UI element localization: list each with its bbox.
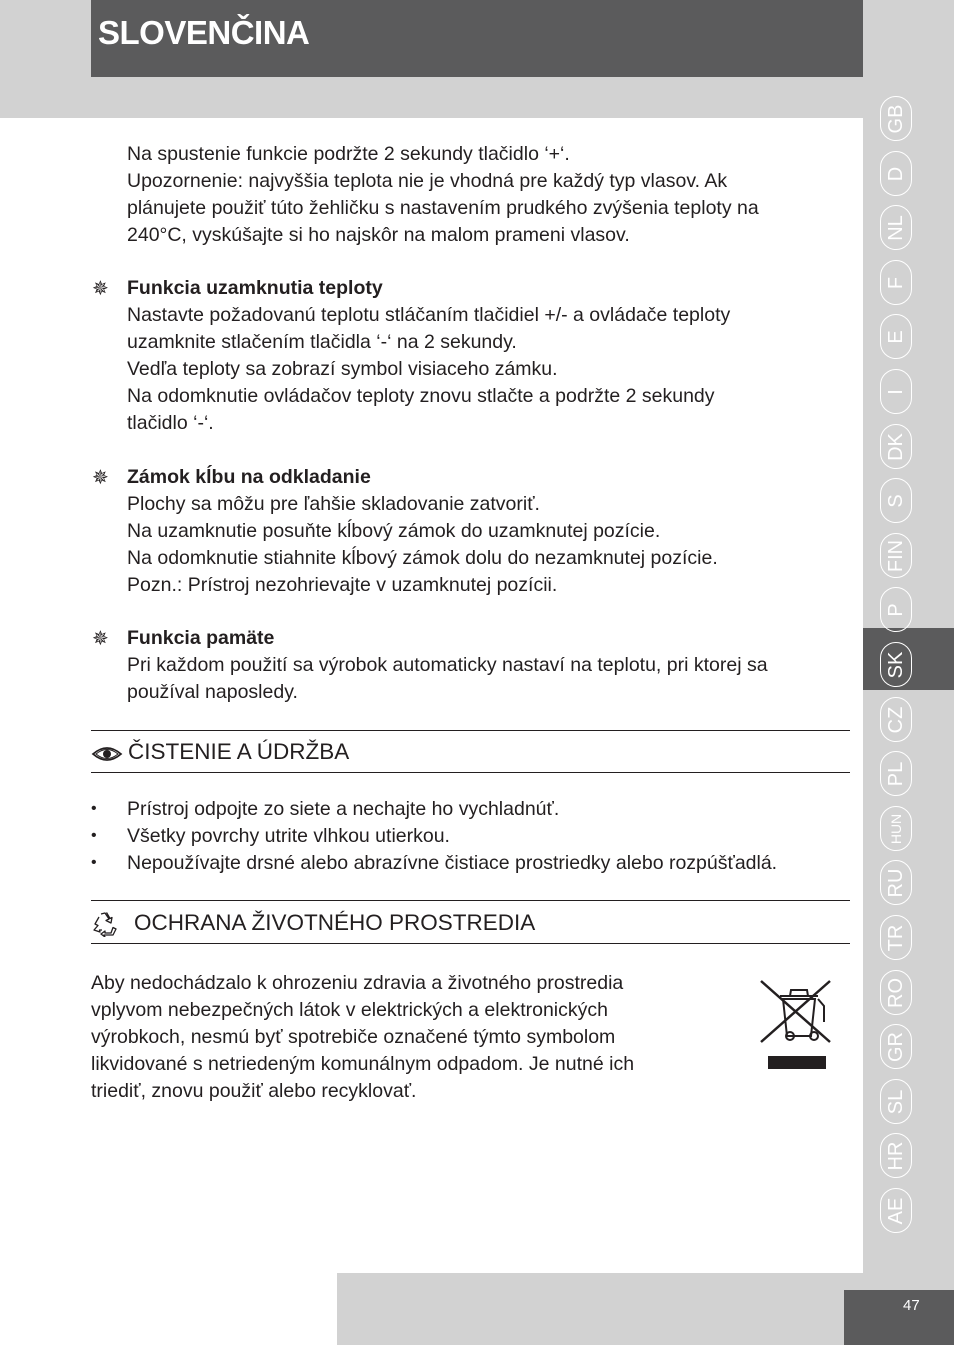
intro-line: Na spustenie funkcie podržte 2 sekundy tlačidlo ‘+‘. (127, 143, 570, 165)
language-tab-fin[interactable] (880, 533, 912, 578)
environment-line: Aby nedochádzalo k ohrozeniu zdravia a životného prostredia (91, 972, 624, 994)
feature-temperature-lock (127, 275, 730, 437)
language-tab-label: I (885, 388, 907, 395)
page-footer-area (0, 1272, 337, 1345)
language-tab-label: P (885, 602, 907, 617)
cleaning-heading: ČISTENIE A ÚDRŽBA (128, 739, 350, 764)
environment-line: výrobkoch, nesmú byť spotrebiče označené týmto symbolom (91, 1026, 616, 1048)
language-tab-label: AE (885, 1197, 907, 1224)
environment-line: vplyvom nebezpečných látok v elektrických a elektronických (91, 999, 608, 1021)
language-tab-ae[interactable] (880, 1188, 912, 1233)
language-tab-gb[interactable] (880, 96, 912, 141)
language-tab-label: GB (885, 104, 907, 133)
feature-line: Pozn.: Prístroj nezohrievajte v uzamknutej pozícii. (127, 574, 558, 596)
feature-title: Zámok kĺbu na odkladanie (127, 466, 371, 488)
intro-line: plánujete použiť túto žehličku s nastavením prudkého zvýšenia teploty na (127, 197, 759, 219)
language-tab-label: NL (885, 214, 907, 241)
feature-memory (127, 625, 768, 706)
language-tab-s[interactable] (880, 478, 912, 523)
language-tab-label: HUN (888, 813, 904, 844)
section-rule (91, 943, 850, 944)
bullet: • (91, 827, 97, 844)
recycle-icon (91, 911, 119, 937)
cleaning-list (127, 796, 777, 877)
language-tab-i[interactable] (880, 369, 912, 414)
language-tab-label: DK (885, 432, 907, 461)
feature-line: Plochy sa môžu pre ľahšie skladovanie zatvoriť. (127, 493, 540, 515)
language-tab-label: SK (885, 651, 907, 678)
bullet: • (91, 854, 97, 871)
language-tab-e[interactable] (880, 314, 912, 359)
language-tab-gr[interactable] (880, 1024, 912, 1069)
language-tab-label: E (885, 329, 907, 344)
language-tab-label: F (885, 276, 907, 289)
feature-line: Pri každom použití sa výrobok automaticky nastaví na teplotu, pri ktorej sa (127, 654, 768, 676)
crossed-bin-icon (758, 978, 834, 1072)
page-number: 47 (903, 1297, 920, 1314)
environment-line: triediť, znovu použiť alebo recyklovať. (91, 1080, 417, 1102)
language-tab-label: RO (885, 977, 907, 1008)
language-tab-nl[interactable] (880, 205, 912, 250)
feature-star-icon: ✵ (92, 278, 109, 300)
feature-line: Vedľa teploty sa zobrazí symbol visiaceho zámku. (127, 358, 558, 380)
list-item: Prístroj odpojte zo siete a nechajte ho vychladnúť. (127, 798, 560, 820)
language-tab-ro[interactable] (880, 970, 912, 1015)
intro-paragraph (127, 141, 759, 249)
language-tab-label: SL (885, 1089, 907, 1114)
language-tab-tr[interactable] (880, 915, 912, 960)
feature-star-icon: ✵ (92, 628, 109, 650)
list-item: Nepoužívajte drsné alebo abrazívne čistiace prostriedky alebo rozpúšťadlá. (127, 852, 778, 874)
environment-line: likvidované s netriedeným komunálnym odpadom. Je nutné ich (91, 1053, 635, 1075)
section-rule (91, 900, 850, 901)
language-tab-sl[interactable] (880, 1079, 912, 1124)
feature-line: tlačidlo ‘-‘. (127, 412, 214, 434)
section-rule (91, 772, 850, 773)
language-tab-label: D (885, 166, 907, 181)
language-tab-hun[interactable] (880, 806, 912, 851)
bullet: • (91, 800, 97, 817)
language-tab-label: PL (885, 761, 907, 786)
eye-icon (91, 743, 123, 765)
intro-line: 240°C, vyskúšajte si ho najskôr na malom prameni vlasov. (127, 224, 630, 246)
language-tab-dk[interactable] (880, 424, 912, 469)
list-item: Všetky povrchy utrite vlhkou utierkou. (127, 825, 450, 847)
language-tab-label: CZ (885, 706, 907, 733)
feature-line: Na odomknutie stiahnite kĺbový zámok dolu do nezamknutej pozície. (127, 547, 718, 569)
language-tab-label: FIN (885, 539, 907, 572)
feature-line: Nastavte požadovanú teplotu stláčaním tlačidiel +/- a ovládače teploty (127, 304, 731, 326)
language-tab-label: GR (885, 1031, 907, 1062)
language-tab-label: HR (885, 1141, 907, 1170)
language-tab-hr[interactable] (880, 1133, 912, 1178)
language-tab-sk[interactable] (880, 642, 912, 687)
feature-title: Funkcia uzamknutia teploty (127, 277, 383, 299)
language-tab-d[interactable] (880, 151, 912, 196)
feature-hinge-lock (127, 464, 718, 599)
language-tab-label: TR (885, 924, 907, 951)
feature-title: Funkcia pamäte (127, 627, 275, 649)
feature-line: Na odomknutie ovládačov teploty znovu stlačte a podržte 2 sekundy (127, 385, 715, 407)
intro-line: Upozornenie: najvyššia teplota nie je vhodná pre každý typ vlasov. Ak (127, 170, 728, 192)
language-tab-label: RU (885, 868, 907, 897)
page-number-box (844, 1290, 954, 1345)
feature-line: používal naposledy. (127, 681, 298, 703)
feature-line: uzamknite stlačením tlačidla ‘-‘ na 2 sekundy. (127, 331, 517, 353)
language-tab-cz[interactable] (880, 697, 912, 742)
environment-paragraph (91, 970, 634, 1105)
language-tab-label: S (885, 493, 907, 508)
page-title: SLOVENČINA (98, 14, 310, 51)
feature-star-icon: ✵ (92, 467, 109, 489)
section-rule (91, 730, 850, 731)
feature-line: Na uzamknutie posuňte kĺbový zámok do uzamknutej pozície. (127, 520, 661, 542)
environment-heading: OCHRANA ŽIVOTNÉHO PROSTREDIA (134, 910, 536, 935)
language-tab-ru[interactable] (880, 860, 912, 905)
language-tab-f[interactable] (880, 260, 912, 305)
language-tab-p[interactable] (880, 587, 912, 632)
language-tab-pl[interactable] (880, 751, 912, 796)
